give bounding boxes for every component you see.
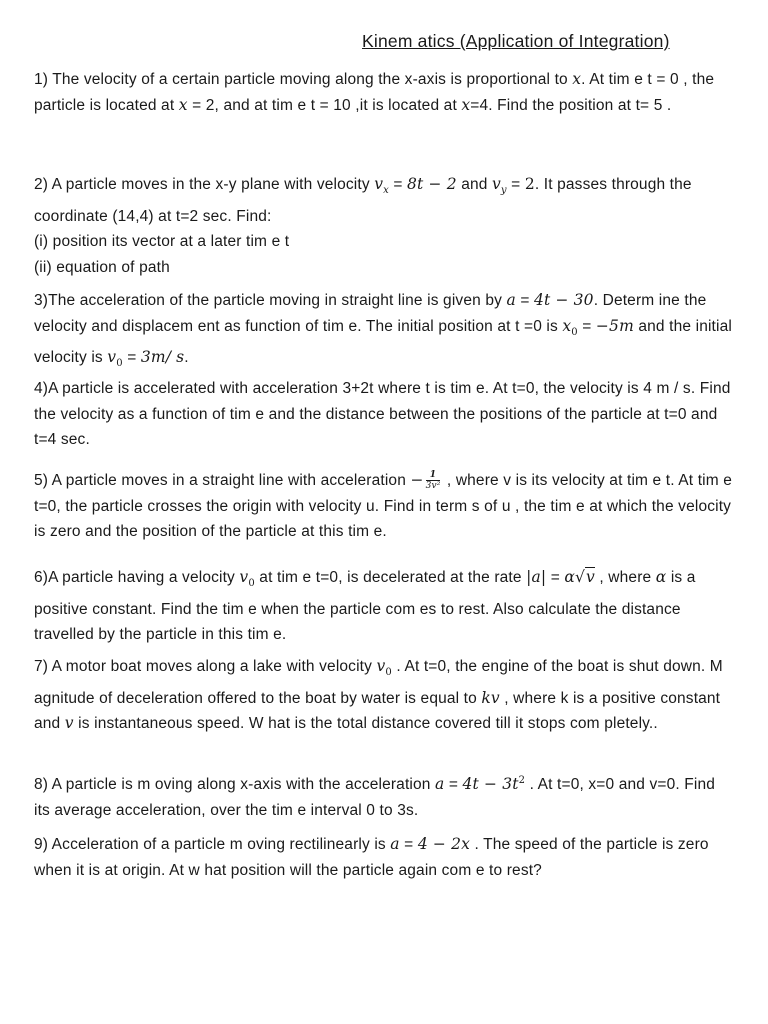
question-7: 7) A motor boat moves along a lake with velocity $v_0$ . At t=0, the engine of the boat is shut down. M agnitude of deceleration offered to the boat by water is equal to kv , where k is a positive constant and v is instantaneous speed. W hat is the total distance covered till it stops com pletely.. — [34, 657, 723, 733]
question-9: 9) Acceleration of a particle m oving rectilinearly is a = 4 − 2x . The speed of the particle is zero when it is at origin. At w hat position will the particle again com e to rest? — [34, 835, 709, 879]
question-2: 2) A particle moves in the x-y plane with velocity $v_x = 8t - 2$ and $v_y = 2$. It passes through the coordinate (14,4) at t=2 sec. Find: (i) position its vector at a later tim e t (ii) equation of path — [34, 175, 692, 276]
page-title: Kinem atics (Application of Integration) — [362, 31, 670, 51]
question-1: 1) The velocity of a certain particle moving along the x-axis is proportional to x. At tim e t = 0 , the particle is located at x = 2, and at tim e t = 10 ,it is located at x=4. Find the position at t= 5 . — [34, 70, 715, 114]
question-3: 3)The acceleration of the particle moving in straight line is given by a = 4t − 30. Determ ine the velocity and displacem ent as function of tim e. The initial position at t =0 is $x_0 = -5m$ and the initial velocity is $v_0 = 3m/$ s. — [34, 291, 732, 370]
question-2-part-ii: (ii) equation of path — [34, 258, 170, 276]
question-2-part-i: (i) position its vector at a later tim e t — [34, 233, 290, 251]
question-5: 5) A particle moves in a straight line with acceleration − $\frac{1}{\text{3v²}}$ , where v is its velocity at tim e t. At tim e t=0, the particle crosses the origin with velocity u. Find in term s of u , the tim e at which the velocity is zero and the position of the particle at this tim e. — [34, 470, 733, 540]
fraction: $\frac{1}{\text{3v²}}$ — [425, 470, 441, 492]
sqrt-symbol: √ — [574, 568, 586, 586]
question-4: 4)A particle is accelerated with acceleration 3+2t where t is tim e. At t=0, the velocity is 4 m / s. Find the velocity as a function of tim e and the distance between the positions of the particle at t=0 and t=4 sec. — [34, 380, 731, 448]
question-8: 8) A particle is m oving along x-axis with the acceleration $a = 4t - 3t^2$ . At t=0, x=0 and v=0. Find its average acceleration, over the tim e interval 0 to 3s. — [34, 775, 716, 819]
question-6: 6)A particle having a velocity $v_0$ at tim e t=0, is decelerated at the rate |a| = α√v , where α is a positive constant. Find the tim e when the particle com es to rest. Also calculate the distance travelled by the particle in this tim e. — [34, 568, 696, 644]
